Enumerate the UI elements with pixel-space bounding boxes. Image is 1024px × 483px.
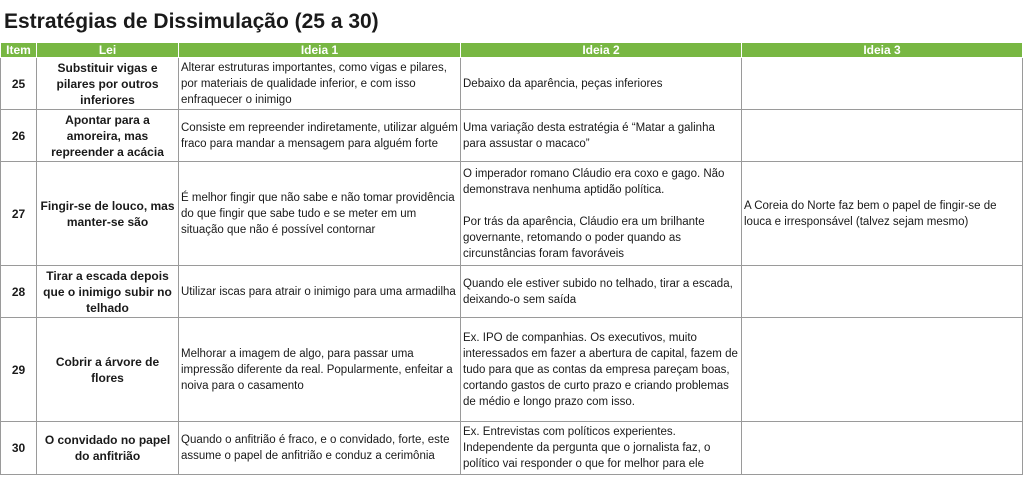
- item-number: 29: [1, 318, 37, 422]
- strategies-table: [0, 42, 1023, 475]
- column-header-ideia-1: Ideia 1: [179, 43, 461, 58]
- lei-cell: Fingir-se de louco, mas manter-se são: [37, 162, 179, 266]
- table-row: [1, 58, 1023, 110]
- ideia-1-cell: É melhor fingir que não sabe e não tomar providência do que fingir que sabe tudo e se meter em um situação que não é possível contornar: [179, 162, 461, 266]
- ideia-2-cell: Ex. Entrevistas com políticos experientes. Independente da pergunta que o jornalista faz, o político vai responder o que for melhor para ele: [461, 422, 742, 475]
- lei-cell: Tirar a escada depois que o inimigo subir no telhado: [37, 266, 179, 318]
- ideia-2-cell: Quando ele estiver subido no telhado, tirar a escada, deixando-o sem saída: [461, 266, 742, 318]
- table-row: [1, 110, 1023, 162]
- ideia-1-cell: Quando o anfitrião é fraco, e o convidado, forte, este assume o papel de anfitrião e conduz a cerimônia: [179, 422, 461, 475]
- table-row: [1, 162, 1023, 266]
- ideia-1-cell: Melhorar a imagem de algo, para passar uma impressão diferente da real. Popularmente, enfeitar a noiva para o casamento: [179, 318, 461, 422]
- item-number: 27: [1, 162, 37, 266]
- ideia-3-cell: [742, 266, 1023, 318]
- column-header-item: Item: [1, 43, 37, 58]
- ideia-3-cell: [742, 58, 1023, 110]
- ideia-1-cell: Alterar estruturas importantes, como vigas e pilares, por materiais de qualidade inferior, e com isso enfraquecer o inimigo: [179, 58, 461, 110]
- ideia-3-cell: A Coreia do Norte faz bem o papel de fingir-se de louca e irresponsável (talvez sejam mesmo): [742, 162, 1023, 266]
- ideia-2-cell: Ex. IPO de companhias. Os executivos, muito interessados em fazer a abertura de capital, fazem de tudo para que as contas da empresa pareçam boas, cortando gastos de curto prazo e criando problemas de médio e longo prazo com isso.: [461, 318, 742, 422]
- ideia-2-cell: Debaixo da aparência, peças inferiores: [461, 58, 742, 110]
- table-row: [1, 266, 1023, 318]
- item-number: 26: [1, 110, 37, 162]
- column-header-ideia-3: Ideia 3: [742, 43, 1023, 58]
- column-header-ideia-2: Ideia 2: [461, 43, 742, 58]
- lei-cell: Cobrir a árvore de flores: [37, 318, 179, 422]
- lei-cell: Substituir vigas e pilares por outros inferiores: [37, 58, 179, 110]
- table-row: [1, 422, 1023, 475]
- ideia-3-cell: [742, 318, 1023, 422]
- lei-cell: Apontar para a amoreira, mas repreender a acácia: [37, 110, 179, 162]
- header-row: [1, 43, 1023, 58]
- ideia-3-cell: [742, 110, 1023, 162]
- lei-cell: O convidado no papel do anfitrião: [37, 422, 179, 475]
- page-title: Estratégias de Dissimulação (25 a 30): [4, 10, 379, 33]
- item-number: 28: [1, 266, 37, 318]
- item-number: 30: [1, 422, 37, 475]
- item-number: 25: [1, 58, 37, 110]
- ideia-2-cell: Uma variação desta estratégia é “Matar a galinha para assustar o macaco”: [461, 110, 742, 162]
- table-row: [1, 318, 1023, 422]
- ideia-1-cell: Utilizar iscas para atrair o inimigo para uma armadilha: [179, 266, 461, 318]
- ideia-3-cell: [742, 422, 1023, 475]
- ideia-1-cell: Consiste em repreender indiretamente, utilizar alguém fraco para mandar a mensagem para alguém forte: [179, 110, 461, 162]
- column-header-lei: Lei: [37, 43, 179, 58]
- ideia-2-cell: O imperador romano Cláudio era coxo e gago. Não demonstrava nenhuma aptidão política. Por trás da aparência, Cláudio era um brilhante governante, retomando o poder quando as circunstâncias foram favoráveis: [461, 162, 742, 266]
